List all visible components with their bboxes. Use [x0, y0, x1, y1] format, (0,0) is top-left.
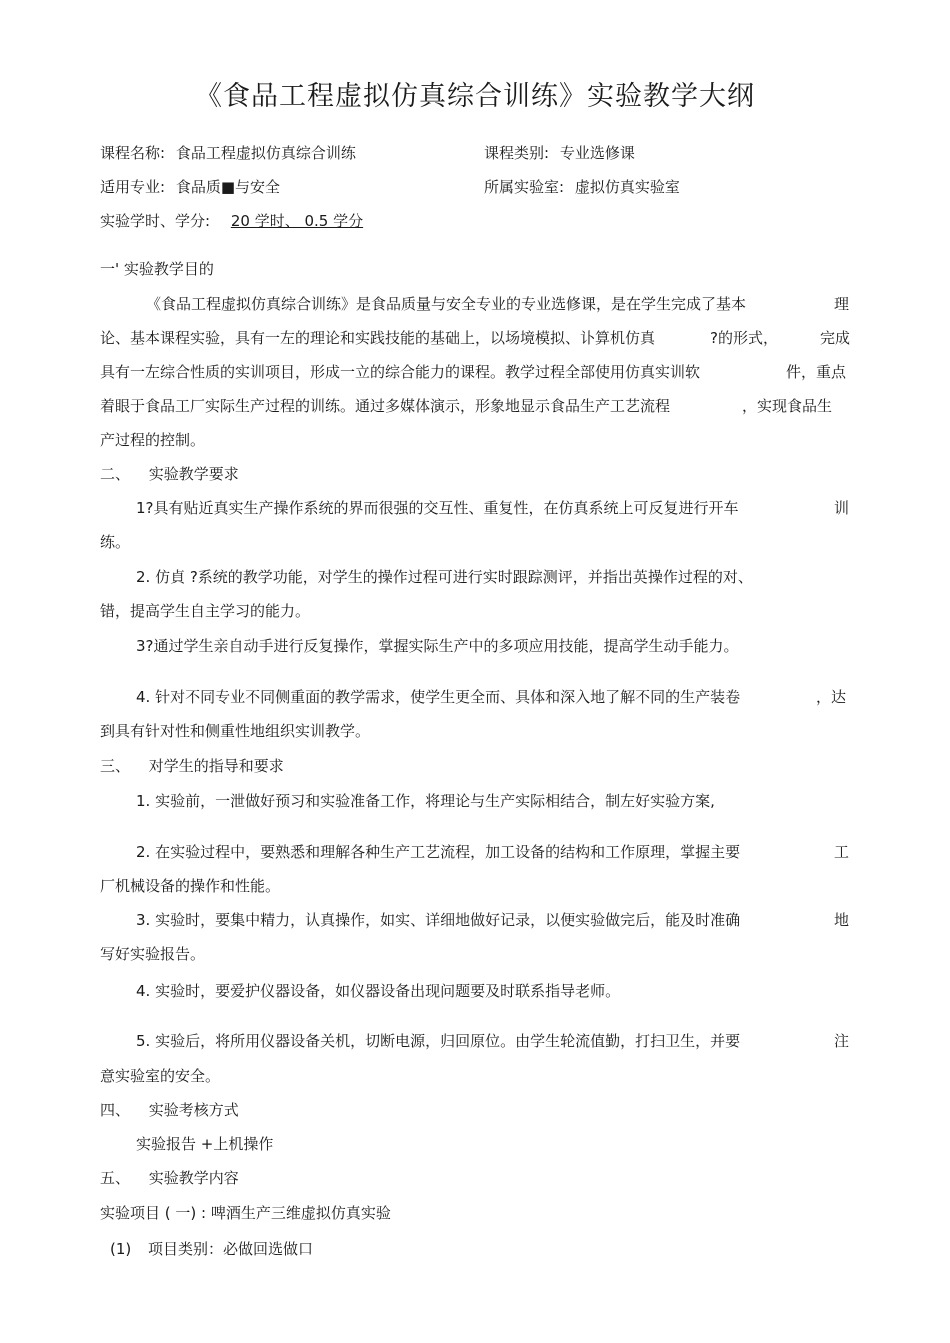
s1-paragraph-line-2-end: 完成 [820, 329, 851, 347]
s1-paragraph-line-4: 着眼于食品工厂实际生产过程的训练。通过多媒体演示，形象地显示食品生产工艺流程 [100, 397, 671, 415]
course-name-value: 食品工程虚拟仿真综合训练 [175, 144, 356, 162]
section-5-number: 五、 [100, 1169, 131, 1187]
section-1-heading: 一' 实验教学目的 [100, 260, 214, 278]
s2-item-3: 3?通过学生亲自动手进行反复操作，掌握实际生产中的多项应用技能，提高学生动手能力。 [136, 637, 739, 655]
s2-item-2-line-2: 错，提高学生自主学习的能力。 [100, 602, 311, 620]
section-2-title: 实验教学要求 [148, 465, 239, 483]
s2-item-4-line-1: 4. 针对不同专业不同侧重面的教学需求，使学生更全而、具体和深入地了解不同的生产装卷 [136, 688, 741, 706]
course-type-label: 课程类别: [484, 144, 550, 162]
major-row [100, 177, 280, 197]
s2-item-4-line-2: 到具有针对性和侧重性地组织实训教学。 [100, 722, 371, 740]
s1-paragraph-line-4-end: ，实现食品生 [742, 397, 833, 415]
hours-row [100, 211, 363, 231]
s3-item-2-line-1: 2. 在实验过程中，要熟悉和理解各种生产工艺流程，加工设备的结构和工作原理，掌握主要 [136, 843, 741, 861]
s2-item-1-line-1-end: 训 [834, 499, 850, 517]
section-4-heading [100, 1100, 239, 1120]
s3-item-5-line-2: 意实验室的安全。 [100, 1067, 221, 1085]
s3-item-5-line-1-end: 注 [834, 1032, 850, 1050]
s2-item-1-line-2: 练。 [100, 533, 131, 551]
section-2-heading [100, 464, 239, 484]
hours-value: 20 学时、 0.5 学分 [230, 212, 364, 230]
course-name-label: 课程名称: [100, 144, 166, 162]
s1-paragraph-line-1: 《食品工程虚拟仿真综合训练》是食品质量与安全专业的专业选修课，是在学生完成了基本 [146, 295, 747, 313]
s2-item-2-line-1: 2. 仿貞 ?系统的教学功能，对学生的操作过程可进行实时跟踪测评，并指岀英操作过程的对、 [136, 568, 753, 586]
section-3-heading [100, 756, 284, 776]
lab-row [484, 177, 680, 197]
s5-item-1-text: 项目类别：必做回选做口 [148, 1240, 314, 1258]
s1-paragraph-line-2: 论、基本课程实验，具有一左的理论和实践技能的基础上，以场境模拟、讣算机仿真 [100, 329, 656, 347]
lab-value: 虚拟仿真实验室 [574, 178, 680, 196]
course-type-row [484, 143, 635, 163]
s2-item-4-line-1-end: ，达 [816, 688, 847, 706]
section-4-title: 实验考核方式 [148, 1101, 239, 1119]
s2-item-1-line-1: 1?具有贴近真实生产操作系统的界而很强的交互性、重复性，在仿真系统上可反复进行开车 [136, 499, 739, 517]
section-3-number: 三、 [100, 757, 131, 775]
s3-item-5-line-1: 5. 实验后，将所用仪器设备关机，切断电源，归回原位。由学生轮流值勤，打扫卫生，并要 [136, 1032, 741, 1050]
s3-item-4: 4. 实验时，要爱护仪器设备，如仪器设备出现问题要及时联系指导老师。 [136, 982, 621, 1000]
s3-item-1: 1. 实验前，一泄做好预习和实验准备工作，将理论与生产实际相结合，制左好实验方案, [136, 792, 715, 810]
lab-label: 所属实验室: [484, 178, 565, 196]
section-5-heading [100, 1168, 239, 1188]
s1-paragraph-line-3-end: 件，重点 [786, 363, 847, 381]
major-value: 食品质■与安全 [175, 178, 281, 196]
section-3-title: 对学生的指导和要求 [148, 757, 284, 775]
s1-paragraph-line-3: 具有一左综合性质的实训项目，形成一立的综合能力的课程。教学过程全部使用仿真实训软 [100, 363, 701, 381]
course-type-value: 专业选修课 [559, 144, 635, 162]
s5-item-1 [110, 1239, 313, 1259]
s3-item-3-line-2: 写好实验报告。 [100, 945, 206, 963]
s5-item-1-number: (1) [110, 1240, 132, 1258]
s1-paragraph-line-1-end: 理 [834, 295, 850, 313]
s3-item-3-line-1-end: 地 [834, 911, 850, 929]
s1-paragraph-line-5: 产过程的控制。 [100, 431, 206, 449]
course-name-row [100, 143, 356, 163]
section-4-number: 四、 [100, 1101, 131, 1119]
document-title: 《食品工程虚拟仿真综合训练》实验教学大纲 [195, 81, 755, 112]
s1-paragraph-line-2-mid: ?的形式， [710, 329, 778, 347]
s3-item-2-line-2: 厂机械设备的操作和性能。 [100, 877, 281, 895]
s3-item-2-line-1-end: 工 [834, 843, 850, 861]
s4-body: 实验报告 +上机操作 [136, 1135, 274, 1153]
s5-project: 实验项目 ( 一) : 啤酒生产三维虚拟仿真实验 [100, 1204, 391, 1222]
section-5-title: 实验教学内容 [148, 1169, 239, 1187]
hours-label: 实验学时、学分: [100, 212, 211, 230]
section-2-number: 二、 [100, 465, 131, 483]
s3-item-3-line-1: 3. 实验时，要集中精力，认真操作，如实、详细地做好记录，以便实验做完后，能及时准确 [136, 911, 741, 929]
major-label: 适用专业: [100, 178, 166, 196]
